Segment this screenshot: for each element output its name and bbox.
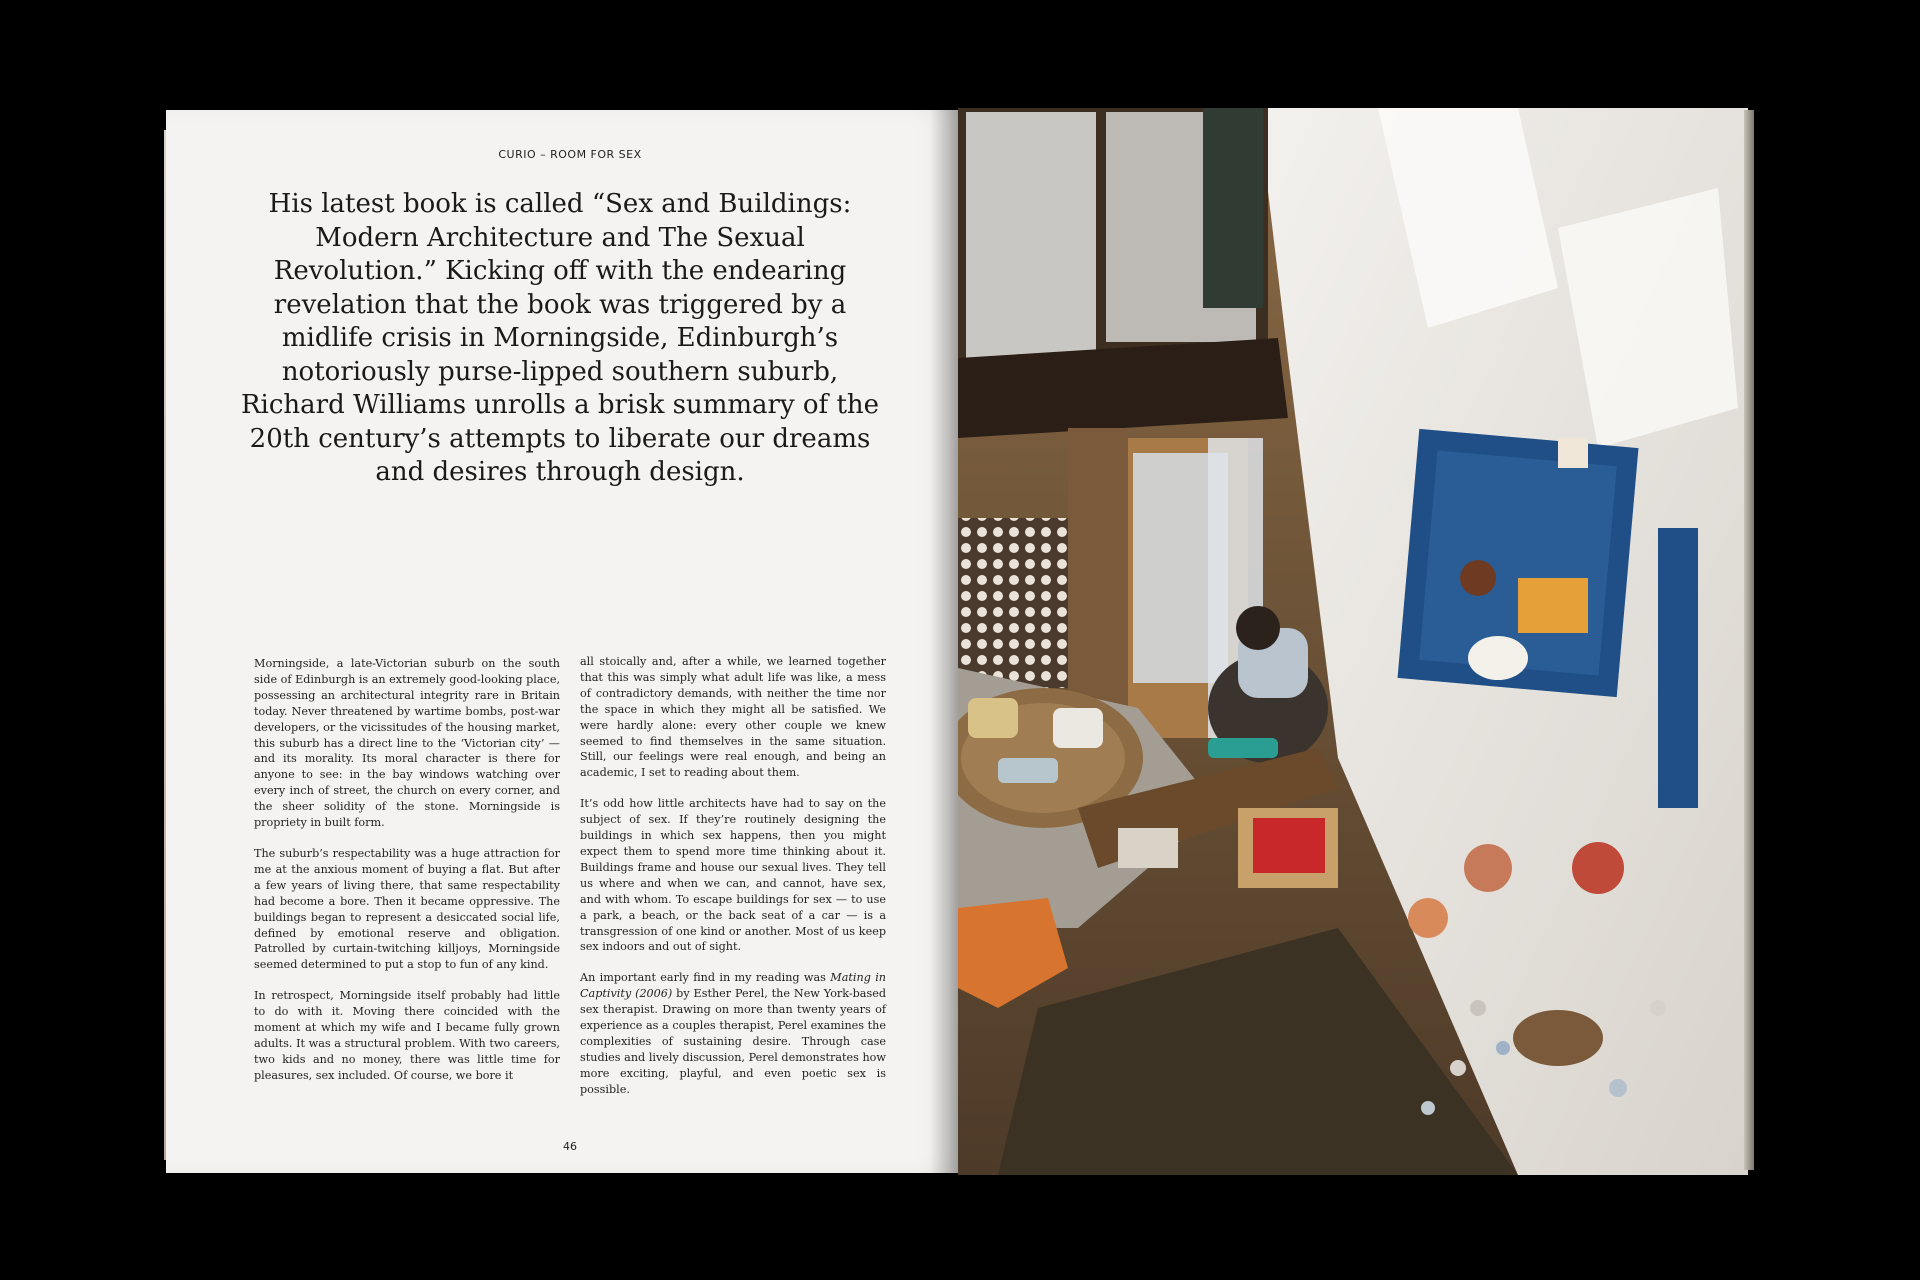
- cushion: [968, 698, 1018, 738]
- toy-dish: [1609, 1079, 1627, 1097]
- child: [1464, 844, 1512, 892]
- right-page-edge: [1744, 110, 1754, 1170]
- page-number: 46: [563, 1140, 577, 1153]
- paragraph-lead: An important early find in my reading was: [580, 971, 831, 985]
- paragraph: Morningside, a late-Victorian suburb on the south side of Edinburgh is an extremely good-looking place, possessing an architectural integrity rare in Britain today. Never threatened by wartime bombs, post-war developers, or the vicissitudes of the housing market, this suburb has a direct line to the ‘Victorian city’ — and its morality. Its moral character is there for anyone to see: in the bay windows watching over every inch of street, the church on every corner, and the sheer solidity of the stone. Morningside is propriety in built form.: [254, 657, 560, 830]
- toy-dish: [1650, 1000, 1666, 1016]
- right-page-photo: [958, 108, 1748, 1175]
- paragraph-rest: by Esther Perel, the New York-based sex therapist. Drawing on more than twenty years of experience as a couples therapist, Perel examines the complexities of sustaining desire. Through case studies and lively discussion, Perel demonstrates how more exciting, playful, and even poetic sex is possible.: [580, 987, 886, 1096]
- picture-card: [1518, 578, 1588, 633]
- red-stool: [1572, 842, 1624, 894]
- paragraph: [580, 970, 886, 1097]
- small-basket: [1513, 1010, 1603, 1066]
- body-column-1: [254, 656, 560, 1099]
- cushion: [998, 758, 1058, 783]
- curtain: [1203, 108, 1263, 308]
- pull-quote: His latest book is called “Sex and Buildings: Modern Architecture and The Sexual Revolution.” Kicking off with the endearing revelation that the book was triggered by a midlife crisis in Morningside, Edinburgh’s notoriously purse-lipped southern suburb, Richard Williams unrolls a brisk summary of the 20th century’s attempts to liberate our dreams and desires through design.: [240, 189, 880, 487]
- toy-dish: [1421, 1101, 1435, 1115]
- interior-photo: [958, 108, 1748, 1175]
- toy-dish: [1470, 1000, 1486, 1016]
- small-card: [1558, 438, 1588, 468]
- hanging-pot: [1460, 560, 1496, 596]
- blue-shelf-edge: [1658, 528, 1698, 808]
- paragraph: It’s odd how little architects have had to say on the subject of sex. If they’re routinely designing the buildings in which sex happens, then you might expect them to spend more time thinking about it. Buildings frame and house our sexual lives. They tell us where and when we can, and cannot, have sex, and with whom. To escape buildings for sex — to use a park, a beach, or the back seat of a car — is a transgression of one kind or another. Most of us keep sex indoors and out of sight.: [580, 797, 886, 954]
- red-chair-cushion: [1253, 818, 1325, 873]
- book-title: Mating in Captivity (2006): [580, 971, 887, 1001]
- teal-cushion: [1208, 738, 1278, 758]
- running-header: CURIO – ROOM FOR SEX: [498, 148, 642, 161]
- toy-dish: [1496, 1041, 1510, 1055]
- woven-panel: [1068, 428, 1128, 728]
- body-column-2: [580, 654, 886, 1113]
- window-pane: [966, 112, 1096, 362]
- paragraph: The suburb’s respectability was a huge attraction for me at the anxious moment of buying a flat. But after a few years of living there, that same respectability had become a bore. Then it became oppressive. The buildings began to represent a desiccated social life, defined by emotional reserve and obligation. Patrolled by curtain-twitching killjoys, Morningside seemed determined to put a stop to fun of any kind.: [254, 846, 560, 972]
- sewing-box: [1118, 828, 1178, 868]
- paragraph: In retrospect, Morningside itself probably had little to do with it. Moving there coincided with the moment at which my wife and I became fully grown adults. It was a structural problem. With two careers, two kids and no money, there was little time for pleasures, sex included. Of course, we bore it: [254, 989, 560, 1082]
- woman-head: [1236, 606, 1280, 650]
- cushion: [1053, 708, 1103, 748]
- toy-dish: [1450, 1060, 1466, 1076]
- paragraph: all stoically and, after a while, we learned together that this was simply what adult life was like, a mess of contradictory demands, with neither the time nor the space in which they might all be satisfied. We were hardly alone: every other couple we knew seemed to find themselves in the same situation. Still, our feelings were real enough, and being an academic, I set to reading about them.: [580, 655, 886, 780]
- white-cloth: [1468, 636, 1528, 680]
- orange-ball: [1408, 898, 1448, 938]
